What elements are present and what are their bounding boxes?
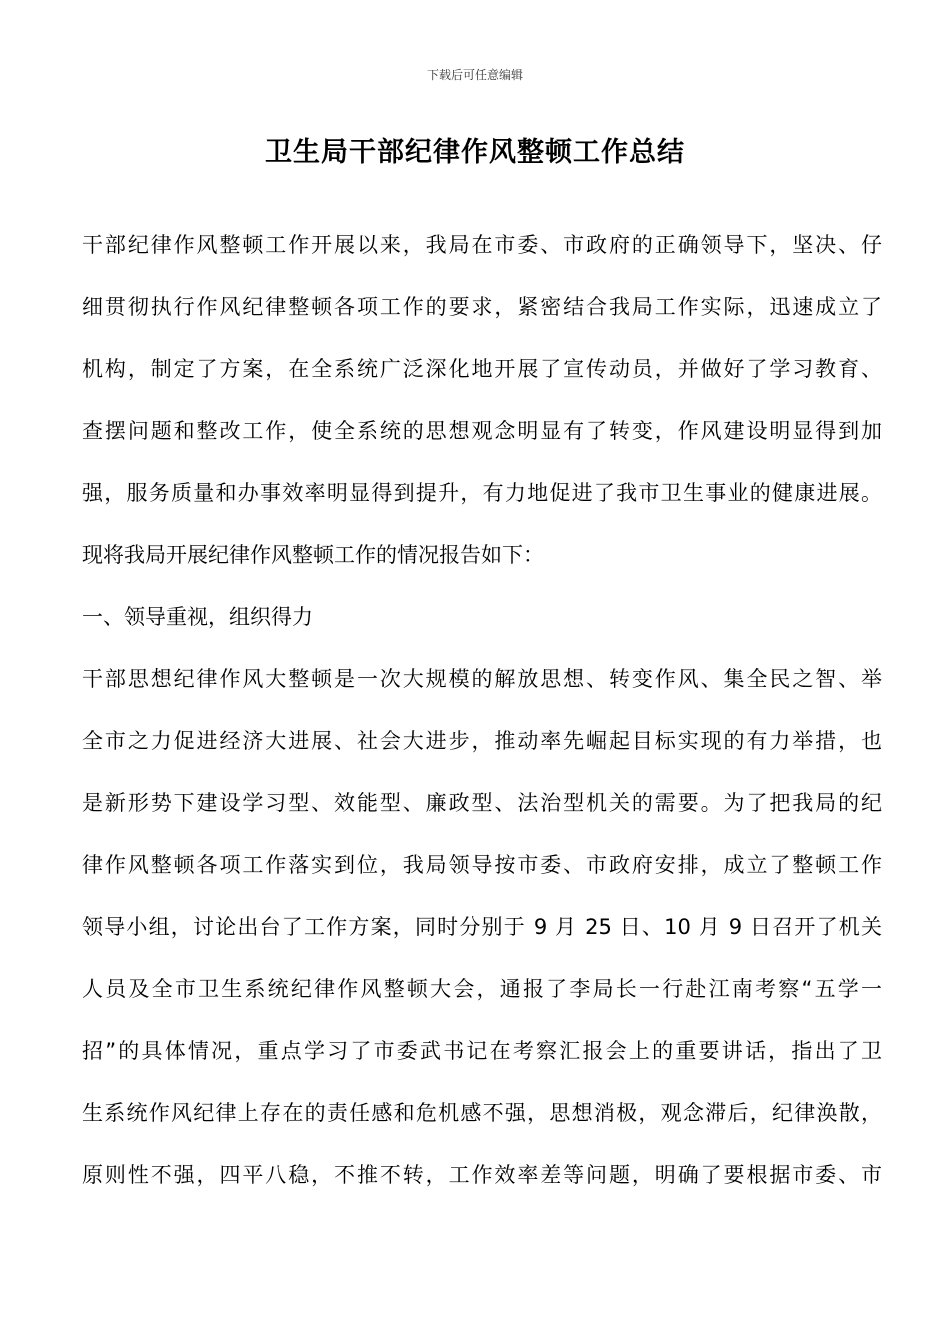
body-line: 强，服务质量和办事效率明显得到提升，有力地促进了我市卫生事业的健康进展。 [82, 481, 882, 505]
body-line: 机构，制定了方案，在全系统广泛深化地开展了宣传动员，并做好了学习教育、 [82, 357, 882, 381]
body-line: 细贯彻执行作风纪律整顿各项工作的要求，紧密结合我局工作实际，迅速成立了 [82, 295, 882, 319]
document-title: 卫生局干部纪律作风整顿工作总结 [265, 137, 685, 168]
section-heading: 一、领导重视，组织得力 [82, 605, 313, 629]
body-line: 干部纪律作风整顿工作开展以来，我局在市委、市政府的正确领导下，坚决、仔 [82, 233, 882, 257]
body-line: 是新形势下建设学习型、效能型、廉政型、法治型机关的需要。为了把我局的纪 [82, 791, 882, 815]
body-line: 人员及全市卫生系统纪律作风整顿大会，通报了李局长一行赴江南考察“五学一 [82, 977, 882, 1001]
body-line: 生系统作风纪律上存在的责任感和危机感不强，思想消极，观念滞后，纪律涣散， [82, 1101, 882, 1125]
document-body [82, 214, 882, 1206]
body-line: 干部思想纪律作风大整顿是一次大规模的解放思想、转变作风、集全民之智、举 [82, 667, 882, 691]
body-line: 原则性不强，四平八稳，不推不转，工作效率差等问题，明确了要根据市委、市 [82, 1163, 882, 1187]
body-line: 领导小组，讨论出台了工作方案，同时分别于 9 月 25 日、10 月 9 日召开了机关 [82, 915, 882, 939]
body-line: 律作风整顿各项工作落实到位，我局领导按市委、市政府安排，成立了整顿工作 [82, 853, 882, 877]
body-line: 现将我局开展纪律作风整顿工作的情况报告如下： [82, 543, 544, 567]
body-line: 查摆问题和整改工作，使全系统的思想观念明显有了转变，作风建设明显得到加 [82, 419, 882, 443]
page-header-note: 下载后可任意编辑 [426, 68, 523, 82]
body-line: 全市之力促进经济大进展、社会大进步，推动率先崛起目标实现的有力举措，也 [82, 729, 882, 753]
body-line: 招”的具体情况，重点学习了市委武书记在考察汇报会上的重要讲话，指出了卫 [82, 1039, 882, 1063]
